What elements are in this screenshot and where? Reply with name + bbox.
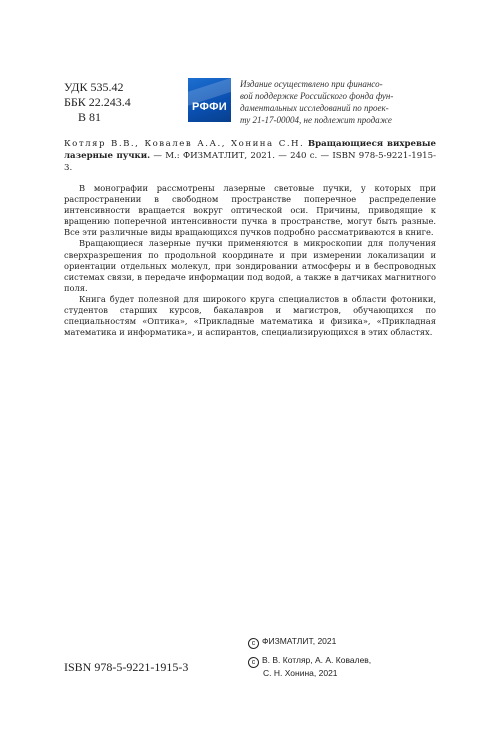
bbk-code: ББК 22.243.4 [64, 95, 131, 109]
book-title: Вращающиеся вихревые лазерные пучки. [64, 139, 437, 161]
copyright-publisher [248, 636, 371, 649]
copyright-icon: c [248, 638, 259, 649]
funding-line: вой поддержке Российского фонда фун- [240, 91, 394, 101]
logo-text: РФФИ [192, 101, 227, 113]
bibliographic-record [64, 138, 436, 174]
classification-block [64, 80, 131, 125]
udk-code: УДК 535.42 [64, 80, 124, 94]
abstract-paragraph: В монографии рассмотрены лазерные световые пучки, у которых при распространении в свободном пространстве поперечное распределение интенсивности вращается вокруг оптической оси. Причины, приводящие к вращению поперечной интенсивности пучка в пространстве, могут быть разные. Все эти различные виды вращающихся пучков подробно рассматриваются в книге. [64, 183, 436, 238]
author-mark: В 81 [78, 110, 102, 124]
funding-note [240, 78, 436, 126]
publisher-copyright: ФИЗМАТЛИТ, 2021 [262, 636, 337, 646]
copyright-block [248, 636, 371, 679]
funding-line: даментальных исследований по проек- [240, 103, 389, 113]
rffi-logo [188, 78, 231, 122]
book-imprint: — М.: ФИЗМАТЛИТ, 2021. — 240 с. — ISBN 978-5-9221-1915-3. [64, 151, 436, 173]
abstract-paragraph: Книга будет полезной для широкого круга специалистов в области фотоники, студентов старших курсов, бакалавров и магистров, обучающихся по специальностям «Оптика», «Прикладные математика и физика», «Прикладная математика и информатика», и аспирантов, специализирующихся в этих областях. [64, 293, 436, 338]
book-authors: Котляр В.В., Ковалев А.А., Хонина С.Н. [64, 139, 305, 149]
funding-line: Издание осуществлено при финансо- [240, 79, 383, 89]
isbn-footer: ISBN 978-5-9221-1915-3 [64, 660, 189, 674]
copyright-icon: c [248, 657, 259, 668]
abstract [64, 183, 436, 338]
authors-copyright-line2: С. Н. Хонина, 2021 [263, 668, 338, 678]
funding-line: ту 21-17-00004, не подлежит продаже [240, 115, 392, 125]
copyright-authors [248, 655, 371, 668]
abstract-paragraph: Вращающиеся лазерные пучки применяются в микроскопии для получения сверхразрешения по продольной координате и при измерении локализации и ориентации отдельных молекул, при зондировании атмосферы и в беспроводных системах связи, в передаче информации под водой, а также в датчиках магнитного поля. [64, 238, 436, 293]
authors-copyright-line1: В. В. Котляр, А. А. Ковалев, [262, 655, 372, 665]
